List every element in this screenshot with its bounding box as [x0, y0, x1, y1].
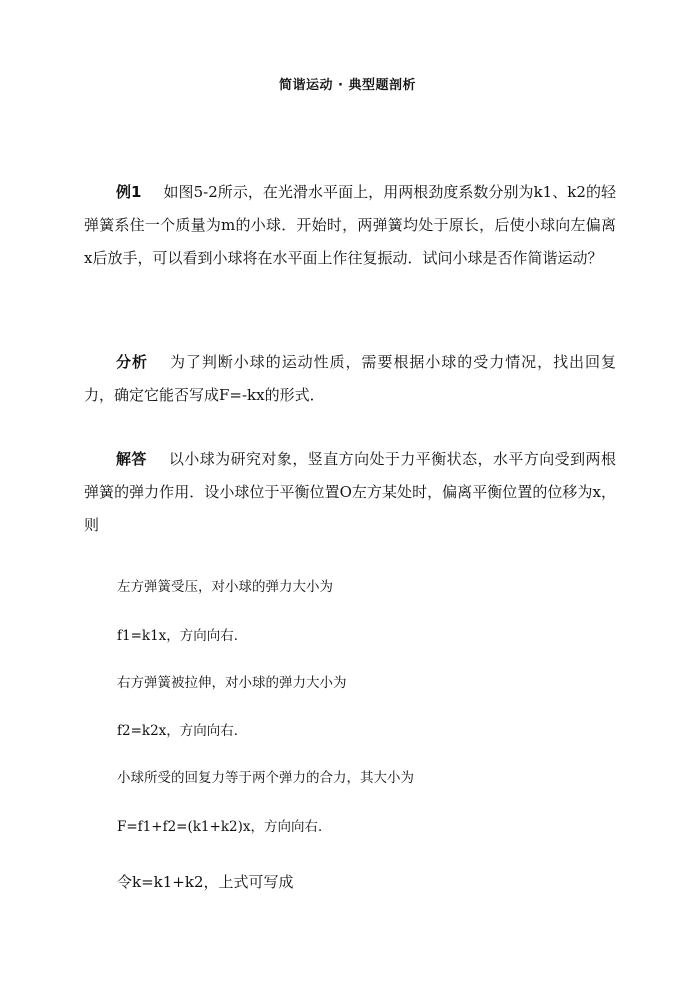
- total-force-equation-line: F=f1+f2=(k1+k2)x，方向向右．: [117, 819, 332, 835]
- analysis-text: 为了判断小球的运动性质，需要根据小球的受力情况，找出回复力，确定它能否写成F=-kx的形式．: [84, 353, 616, 404]
- solution-label: 解答: [116, 450, 147, 468]
- solution-paragraph: [84, 443, 616, 542]
- analysis-label: 分析: [116, 353, 148, 371]
- solution-text: 以小球为研究对象，竖直方向处于力平衡状态，水平方向受到两根弹簧的弹力作用．设小球位于平衡位置O左方某处时，偏离平衡位置的位移为x，则: [84, 450, 616, 534]
- example-label: 例1: [116, 183, 142, 201]
- example-paragraph: [84, 176, 616, 275]
- f1-equation-line: f1=k1x，方向向右．: [117, 628, 248, 644]
- page-title: 简谐运动 · 典型题剖析: [279, 78, 416, 93]
- f2-equation-line: f2=k2x，方向向右．: [117, 723, 248, 739]
- example-text: 如图5-2所示，在光滑水平面上，用两根劲度系数分别为k1、k2的轻弹簧系住一个质量为m的小球．开始时，两弹簧均处于原长，后使小球向左偏离x后放手，可以看到小球将在水平面上作往复振动．试问小球是否作简谐运动？: [84, 183, 616, 267]
- restoring-force-line: 小球所受的回复力等于两个弹力的合力，其大小为: [117, 770, 414, 786]
- right-spring-line: 右方弹簧被拉伸，对小球的弹力大小为: [117, 675, 347, 691]
- k-definition-line: 令k=k1+k2，上式可写成: [117, 873, 294, 891]
- left-spring-line: 左方弹簧受压，对小球的弹力大小为: [117, 579, 333, 595]
- analysis-paragraph: [84, 346, 616, 412]
